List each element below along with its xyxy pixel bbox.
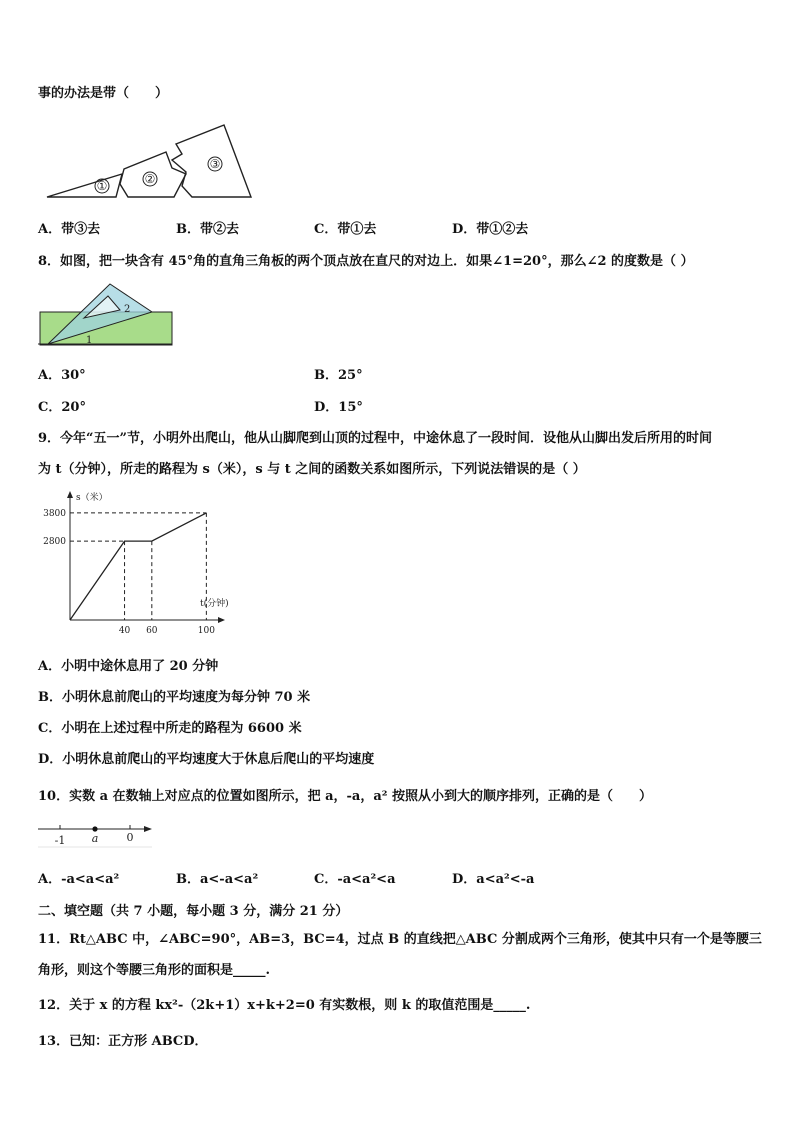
q9-option-b: B．小明休息前爬山的平均速度为每分钟 70 米 <box>38 690 311 705</box>
q9-stem-line-1: 9．今年“五一”节，小明外出爬山，他从山脚爬到山顶的过程中，中途休息了一段时间．设他从山脚出发后所用的时间 <box>38 431 713 446</box>
piece-1-label: ① <box>96 179 108 193</box>
q7-option-b: B．带②去 <box>176 222 239 237</box>
y-axis-label: s（米） <box>76 493 108 503</box>
q9-option-a: A．小明中途休息用了 20 分钟 <box>38 659 219 674</box>
series-line <box>70 513 206 620</box>
q8-ruler-triangle-figure <box>38 280 178 350</box>
dashed-guides <box>70 513 206 620</box>
q10-number-line <box>36 818 154 848</box>
q9-option-c: C．小明在上述过程中所走的路程为 6600 米 <box>38 721 302 736</box>
q8-stem: 8．如图，把一块含有 45°角的直角三角板的两个顶点放在直尺的对边上．如果∠1=20°，那么∠2 的度数是（ ） <box>38 254 694 269</box>
q9-option-d: D．小明休息前爬山的平均速度大于休息后爬山的平均速度 <box>38 752 375 767</box>
q11-line-1: 11．Rt△ABC 中，∠ABC=90°，AB=3，BC=4，过点 B 的直线把△ABC 分割成两个三角形，使其中只有一个是等腰三 <box>38 932 762 947</box>
y-axis-arrow <box>67 491 73 498</box>
tick-labels <box>43 509 215 636</box>
y-tick-2800: 2800 <box>43 537 66 548</box>
number-line-label-neg1: -1 <box>54 834 66 847</box>
q13-text: 13．已知：正方形 ABCD． <box>38 1034 208 1049</box>
q7-option-a: A．带③去 <box>38 222 101 237</box>
piece-2-label: ② <box>144 172 156 186</box>
q8-option-b: B．25° <box>314 368 363 383</box>
x-axis-arrow <box>218 617 225 623</box>
q9-distance-time-chart <box>30 486 250 642</box>
x-tick-100: 100 <box>197 626 215 636</box>
angle-2-label: 2 <box>124 304 131 315</box>
angle-1-label: 1 <box>86 335 93 346</box>
q10-option-d: D．a<a²<-a <box>452 872 535 887</box>
q7-triangle-figure <box>44 122 256 202</box>
q7-option-d: D．带①②去 <box>452 222 529 237</box>
q8-option-d: D．15° <box>314 400 363 415</box>
q12-text: 12．关于 x 的方程 kx²-（2k+1）x+k+2=0 有实数根，则 k 的取值范围是_____. <box>38 998 531 1013</box>
q10-option-b: B．a<-a<a² <box>176 872 259 887</box>
x-tick-60: 60 <box>146 626 158 636</box>
x-axis-label: t(分钟) <box>200 599 229 609</box>
q10-option-c: C．-a<a²<a <box>314 872 396 887</box>
q11-line-2: 角形，则这个等腰三角形的面积是_____. <box>38 963 271 978</box>
section-2-header: 二、填空题（共 7 小题，每小题 3 分，满分 21 分） <box>38 904 349 919</box>
number-line-label-a: a <box>91 832 99 845</box>
q7-option-c: C．带①去 <box>314 222 377 237</box>
q10-option-a: A．-a<a<a² <box>38 872 120 887</box>
piece-3-label: ③ <box>209 157 221 171</box>
y-tick-3800: 3800 <box>43 508 66 519</box>
q7-stem-tail: 事的办法是带（ ） <box>38 86 169 101</box>
q8-option-a: A．30° <box>38 368 86 383</box>
q10-stem: 10．实数 a 在数轴上对应点的位置如图所示，把 a，-a，a² 按照从小到大的顺序排列，正确的是（ ） <box>38 789 652 804</box>
q9-stem-line-2: 为 t（分钟），所走的路程为 s（米），s 与 t 之间的函数关系如图所示，下列说法错误的是（ ） <box>38 462 586 477</box>
x-tick-40: 40 <box>118 626 131 636</box>
number-line-label-0: 0 <box>126 831 134 844</box>
q8-option-c: C．20° <box>38 400 86 415</box>
